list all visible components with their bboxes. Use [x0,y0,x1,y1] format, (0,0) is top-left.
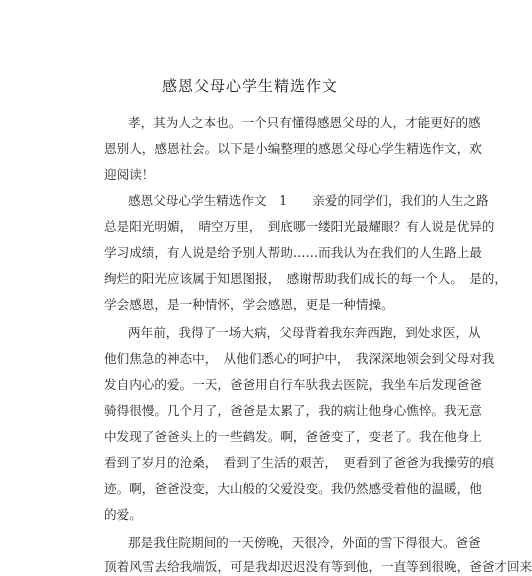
paragraph-line: 学习成绩，有人说是给予别人帮助……而我认为在我们的人生路上最 [104,245,482,260]
paragraph-line: 顶着风雪去给我端饭，可是我却迟迟没有等到他，一直等到很晚，爸爸才回来 [104,559,532,574]
paragraph-line: 那是我住院期间的一天傍晚，天很冷，外面的雪下得很大。爸爸 [128,535,481,550]
paragraph-line: 孝，其为人之本也。一个只有懂得感恩父母的人，才能更好的感 [128,115,481,130]
paragraph-line: 中发现了爸爸头上的一些鹤发。啊，爸爸变了，变老了。我在他身上 [104,429,482,444]
paragraph-line: 绚烂的阳光应该属于知恩图报， 感谢帮助我们成长的每一个人。 是的， [104,271,507,286]
document-title: 感恩父母心学生精选作文 [161,77,338,95]
paragraph-line: 恩别人，感恩社会。以下是小编整理的感恩父母心学生精选作文，欢 [104,141,482,156]
paragraph-line: 学会感恩，是一种情怀，学会感恩，更是一种情操。 [104,297,394,312]
paragraph-line: 感恩父母心学生精选作文 1 亲爱的同学们，我们的人生之路 [128,193,489,208]
paragraph-line: 迎阅读！ [104,167,155,182]
paragraph-line: 两年前，我得了一场大病，父母背着我东奔西跑，到处求医，从 [128,325,481,340]
paragraph-line: 的爱。 [104,507,142,522]
paragraph-line: 骑得很慢。几个月了，爸爸是太累了，我的病让他身心憔悴。我无意 [104,403,482,418]
paragraph-line: 迹。啊，爸爸没变，大山般的父爱没变。我仍然感受着他的温暖，他 [104,481,482,496]
paragraph-line: 看到了岁月的沧桑， 看到了生活的艰苦， 更看到了爸爸为我操劳的痕 [104,455,495,470]
paragraph-line: 发自内心的爱。一天，爸爸用自行车驮我去医院，我坐车后发现爸爸 [104,377,482,392]
paragraph-line: 总是阳光明媚， 晴空万里， 到底哪一缕阳光最耀眼？有人说是优异的 [104,219,495,234]
paragraph-line: 他们焦急的神态中， 从他们悉心的呵护中， 我深深地领会到父母对我 [104,351,495,366]
